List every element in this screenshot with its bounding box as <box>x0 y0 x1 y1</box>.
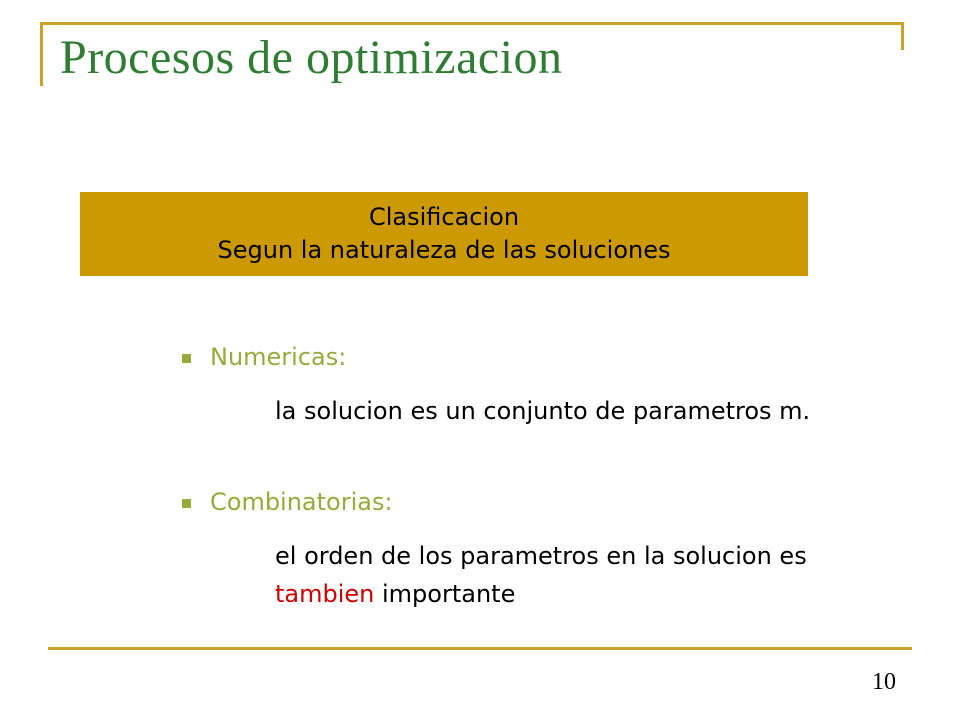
square-bullet-icon <box>182 499 191 508</box>
square-bullet-icon <box>182 354 191 363</box>
item-description: la solucion es un conjunto de parametros m. <box>275 397 811 425</box>
item-label: Combinatorias: <box>210 488 393 516</box>
top-rule <box>40 22 904 25</box>
page-number: 10 <box>872 669 896 695</box>
banner-line-2: Segun la naturaleza de las soluciones <box>217 236 671 264</box>
right-rule <box>901 22 904 50</box>
item-label: Numericas: <box>210 343 347 371</box>
item-description <box>275 537 875 613</box>
list-item-numericas <box>182 343 346 371</box>
banner-line-1: Clasificacion <box>368 203 520 231</box>
description-text: importante <box>374 580 516 608</box>
description-text: el orden de los parametros en la solucion es <box>275 542 807 570</box>
list-item-combinatorias <box>182 488 393 516</box>
highlighted-word: tambien <box>275 580 375 608</box>
classification-banner <box>80 192 808 276</box>
bottom-rule <box>48 647 912 650</box>
slide-title: Procesos de optimizacion <box>60 31 563 84</box>
left-rule <box>40 22 43 86</box>
